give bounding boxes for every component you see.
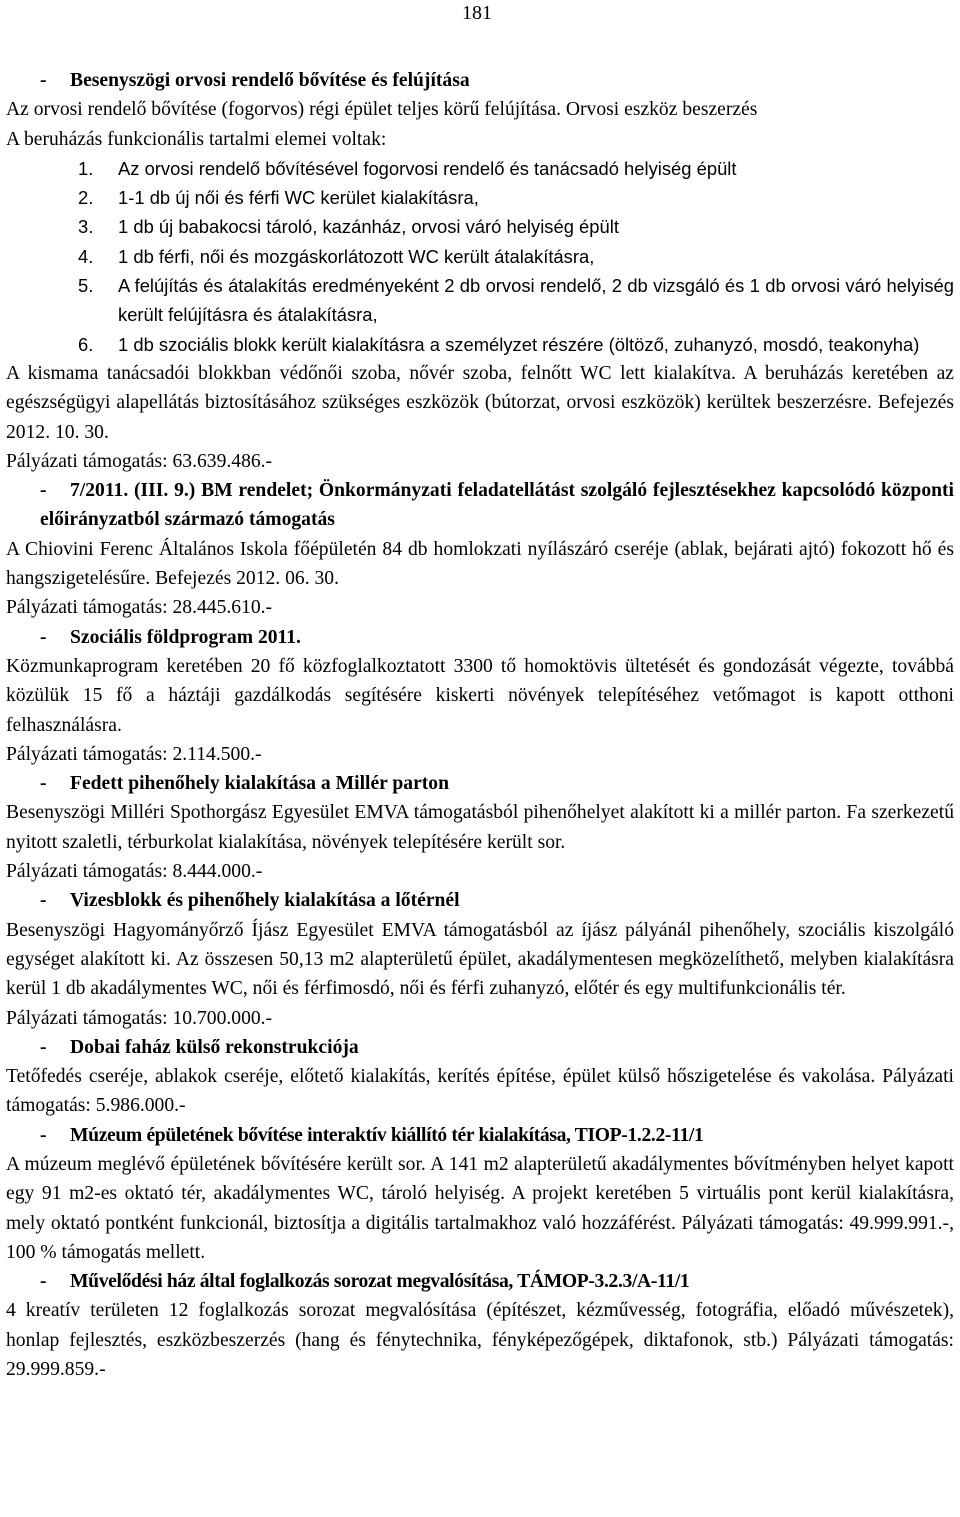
list-item: 4. 1 db férfi, női és mozgáskorlátozott WC került átalakításra, [78, 245, 595, 267]
section-heading-culture-house: - Művelődési ház által foglalkozás sorozat megvalósítása, TÁMOP-3.2.3/A-11/1 [40, 1271, 690, 1293]
section-title: Dobai faház külső rekonstrukciója [70, 1036, 359, 1058]
section-heading-land-program: - Szociális földprogram 2011. [40, 626, 301, 648]
grant-amount: Pályázati támogatás: 8.444.000.- [6, 861, 263, 883]
section-heading-medical-office: - Besenyszögi orvosi rendelő bővítése és felújítása [40, 70, 470, 91]
list-item: 1. Az orvosi rendelő bővítésével fogorvosi rendelő és tanácsadó helyiség épült [78, 157, 737, 179]
section-body: Tetőfedés cseréje, ablakok cseréje, előtető kialakítás, kerítés építése, épület külső hőszigetelése és vakolása. Pályázati támogatás: 5.986.000.- [6, 1066, 954, 1117]
section-title: Fedett pihenőhely kialakítása a Millér parton [70, 773, 449, 795]
section-title: Művelődési ház által foglalkozás sorozat megvalósítása, TÁMOP-3.2.3/A-11/1 [70, 1271, 690, 1293]
section-intro: Az orvosi rendelő bővítése (fogorvos) régi épület teljes körű felújítása. Orvosi eszköz beszerzés [6, 99, 758, 121]
page-number: 181 [462, 2, 492, 24]
grant-amount: Pályázati támogatás: 28.445.610.- [6, 597, 273, 619]
grant-amount: Pályázati támogatás: 63.639.486.- [6, 450, 273, 472]
list-intro: A beruházás funkcionális tartalmi elemei voltak: [6, 128, 387, 150]
section-body: Besenyszögi Hagyományőrző Íjász Egyesület EMVA támogatásból az íjász pályánál pihenőhely, szociális kiszolgáló egységet alakított ki. Az összesen 50,13 m2 alapterületű épület, akadálymentesen megközelíthető, melyben kialakításra kerül 1 db akadálymentes WC, női és férfimosdó, női és férfi zuhanyzó, előtér és egy multifunkcionális tér. [6, 919, 954, 1000]
list-item: 6. 1 db szociális blokk került kialakításra a személyzet részére (öltöző, zuhanyzó, mosdó, teakonyha) [78, 333, 920, 355]
section-title: Besenyszögi orvosi rendelő bővítése és felújítása [70, 70, 470, 91]
element-list [6, 154, 954, 359]
grant-amount: Pályázati támogatás: 2.114.500.- [6, 743, 262, 765]
section-body: Besenyszögi Milléri Spothorgász Egyesület EMVA támogatásból pihenőhelyet alakított ki a millér parton. Fa szerkezetű nyitott szaletli, térburkolat kialakítása, növények telepítésére került sor. [6, 802, 954, 853]
section-heading-rest-area: - Fedett pihenőhely kialakítása a Millér parton [40, 773, 449, 795]
section-title: Vizesblokk és pihenőhely kialakítása a lőtérnél [70, 890, 460, 912]
document-body [6, 66, 954, 1384]
section-heading-water-block: - Vizesblokk és pihenőhely kialakítása a lőtérnél [40, 890, 460, 912]
section-body: A kismama tanácsadói blokkban védőnői szoba, nővér szoba, felnőtt WC lett kialakítva. A beruházás keretében az egészségügyi alapellátás biztosításához szükséges eszközök (bútorzat, orvosi eszközök) kerültek beszerzésre. Befejezés 2012. 10. 30. [6, 362, 954, 443]
section-heading-wooden-house: - Dobai faház külső rekonstrukciója [40, 1036, 359, 1058]
list-item: 3. 1 db új babakocsi tároló, kazánház, orvosi váró helyiség épült [78, 216, 619, 238]
section-body: Közmunkaprogram keretében 20 fő közfoglalkoztatott 3300 tő homoktövis ültetését és gondozását végezte, továbbá közülük 15 fő a háztáji gazdálkodás segítésére kiskerti növények telepítéséhez vetőmagot is kapott otthoni felhasználásra. [6, 655, 954, 736]
grant-amount: Pályázati támogatás: 10.700.000.- [6, 1007, 273, 1029]
section-title: 7/2011. (III. 9.) BM rendelet; Önkormányzati feladatellátást szolgáló fejlesztésekhez kapcsolódó központi előirányzatból származó támogatás [40, 480, 954, 531]
section-heading-museum: - Múzeum épületének bővítése interaktív kiállító tér kialakítása, TIOP-1.2.2-11/1 [40, 1124, 704, 1146]
list-item: 2. 1-1 db új női és férfi WC kerület kialakításra, [78, 187, 479, 209]
section-body: A múzeum meglévő épületének bővítésére került sor. A 141 m2 alapterületű akadálymentes bővítményben helyet kapott egy 91 m2-es oktató tér, akadálymentes WC, tároló helyiség. A projekt keretében 5 virtuális pont kerül kialakításra, mely oktató pontként funkcionál, biztosítja a digitális tartalmakhoz való hozzáférést. Pályázati támogatás: 49.999.991.-, 100 % támogatás mellett. [6, 1153, 954, 1263]
section-body: A Chiovini Ferenc Általános Iskola főépületén 84 db homlokzati nyílászáró cseréje (ablak, bejárati ajtó) fokozott hő és hangszigetelésűre. Befejezés 2012. 06. 30. [6, 538, 954, 590]
section-heading-bm-decree: - 7/2011. (III. 9.) BM rendelet; Önkormányzati feladatellátást szolgáló fejlesztésekhez kapcsolódó központi előirányzatból származó támogatás [40, 480, 954, 531]
section-title: Múzeum épületének bővítése interaktív kiállító tér kialakítása, TIOP-1.2.2-11/1 [70, 1124, 704, 1146]
section-body: 4 kreatív területen 12 foglalkozás sorozat megvalósítása (építészet, kézművesség, fotográfia, előadó művészetek), honlap fejlesztés, eszközbeszerzés (hang és fénytechnika, fényképezőgépek, diktafonok, stb.) Pályázati támogatás: 29.999.859.- [6, 1300, 954, 1381]
section-title: Szociális földprogram 2011. [70, 626, 301, 648]
list-item: 5. A felújítás és átalakítás eredményeként 2 db orvosi rendelő, 2 db vizsgáló és 1 db orvosi váró helyiség került felújításra és átalakításra, [78, 275, 954, 326]
